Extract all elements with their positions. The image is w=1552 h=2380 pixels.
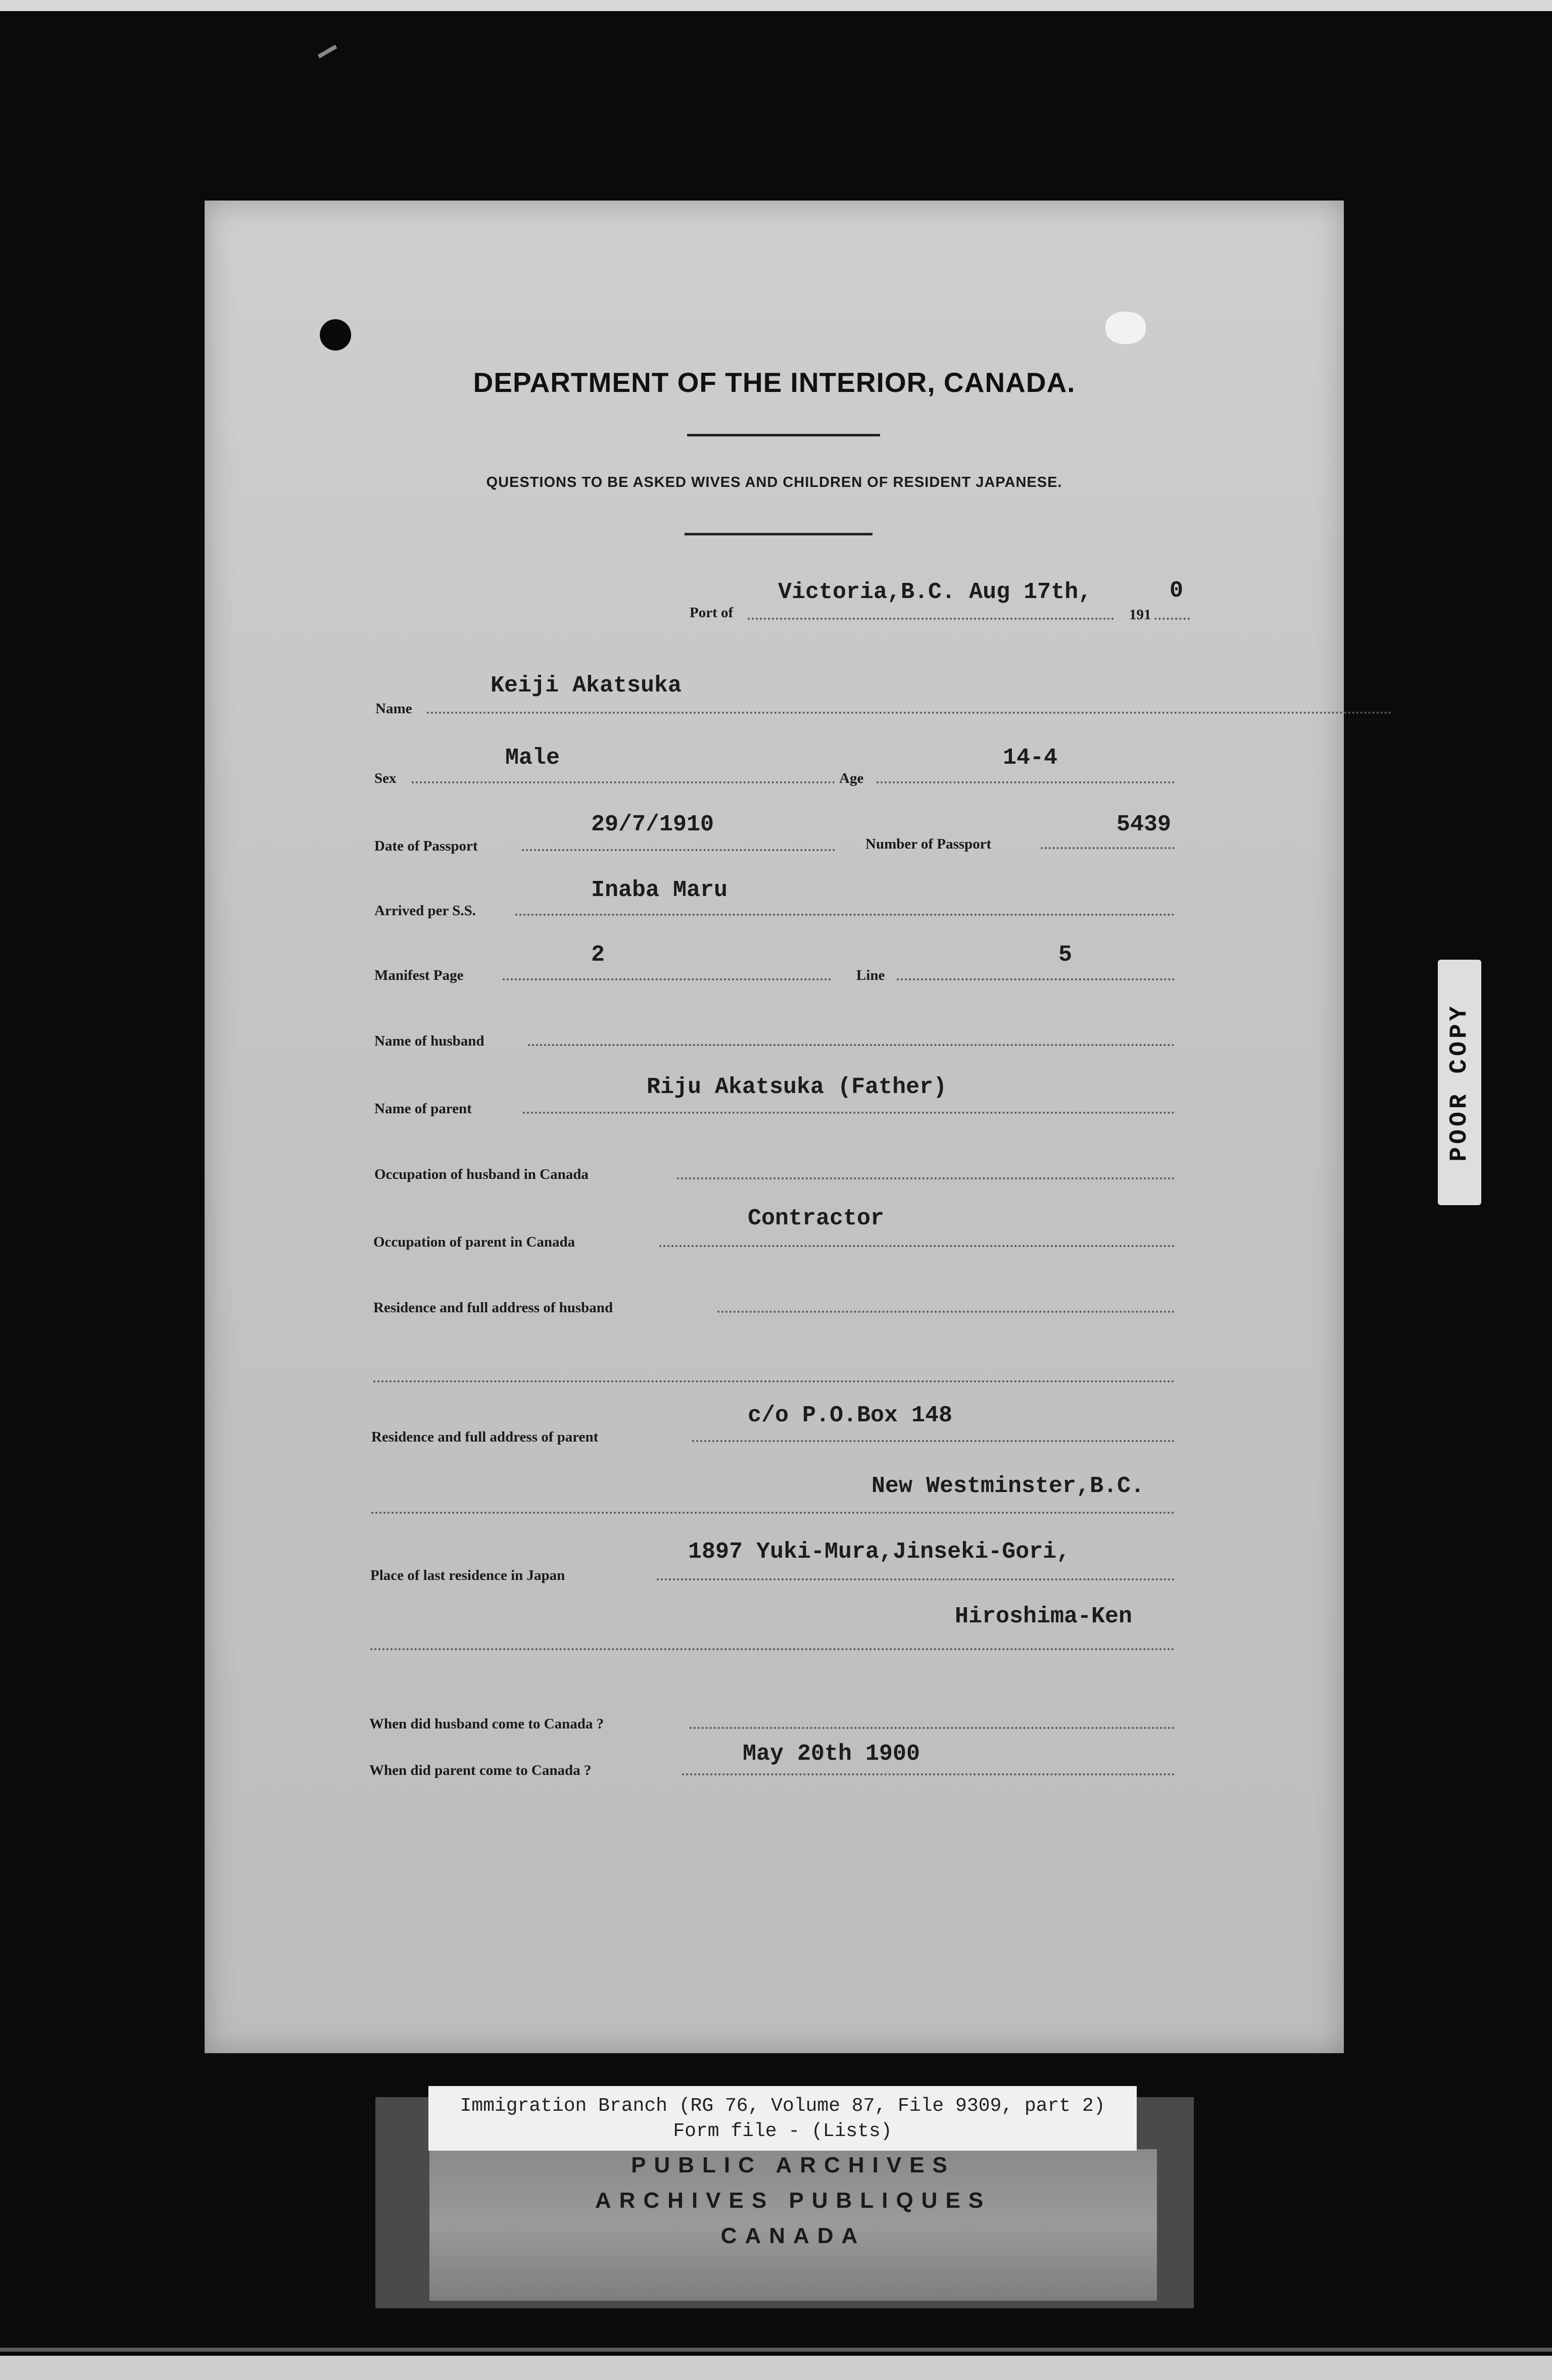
residence-of-parent-value-1: c/o P.O.Box 148 [748,1403,953,1428]
name-of-parent-label: Name of parent [374,1101,472,1117]
name-of-parent-dotted-line [523,1112,1175,1114]
line-dotted-line [897,978,1175,980]
occupation-of-parent-label: Occupation of parent in Canada [373,1234,575,1250]
line-label: Line [856,967,885,983]
year-suffix: 0 [1170,578,1184,604]
sex-label: Sex [374,770,397,786]
punch-hole-left [320,319,351,351]
last-residence-japan-value-1: 1897 Yuki-Mura,Jinseki-Gori, [688,1539,1071,1565]
when-parent-came-label: When did parent come to Canada ? [369,1762,592,1778]
archive-stamp-line-2: ARCHIVES PUBLIQUES [595,2188,992,2213]
last-residence-japan-value-2: Hiroshima-Ken [955,1604,1133,1629]
number-of-passport-dotted-line [1041,847,1175,849]
residence-of-husband-label: Residence and full address of husband [373,1300,613,1316]
occupation-of-parent-dotted-line [659,1245,1175,1247]
poor-copy-stamp [1438,960,1481,1205]
occupation-of-husband-label: Occupation of husband in Canada [374,1166,589,1182]
when-husband-came-dotted-line [690,1727,1175,1729]
age-value: 14-4 [1003,745,1058,771]
residence-of-husband-dotted-line-2 [373,1380,1175,1382]
residence-of-husband-dotted-line [717,1311,1175,1313]
form-title: DEPARTMENT OF THE INTERIOR, CANADA. [473,367,1076,398]
number-of-passport-value: 5439 [1117,812,1172,837]
line-value: 5 [1058,942,1073,968]
date-of-passport-dotted-line [522,849,835,851]
archive-reference-line-1: Immigration Branch (RG 76, Volume 87, File 9309, part 2) [460,2095,1105,2117]
name-of-husband-dotted-line [528,1044,1175,1046]
form-subtitle: QUESTIONS TO BE ASKED WIVES AND CHILDREN OF RESIDENT JAPANESE. [486,474,1062,490]
occupation-of-parent-value: Contractor [748,1206,885,1231]
when-parent-came-dotted-line [682,1773,1175,1775]
last-residence-japan-dotted-line-2 [370,1648,1175,1650]
name-dotted-line [427,712,1392,714]
port-label: Port of [690,605,734,621]
punch-hole-right [1105,312,1146,344]
archive-reference-line-2: Form file - (Lists) [673,2120,892,2142]
port-dotted-line [748,618,1114,620]
age-label: Age [839,770,864,786]
archive-stamp-line-1: PUBLIC ARCHIVES [631,2153,955,2177]
residence-of-parent-value-2: New Westminster,B.C. [871,1473,1145,1499]
port-value: Victoria,B.C. Aug 17th, [778,579,1092,605]
last-residence-japan-label: Place of last residence in Japan [370,1567,565,1583]
residence-of-parent-dotted-line-2 [371,1512,1175,1514]
number-of-passport-label: Number of Passport [865,836,992,852]
manifest-page-dotted-line [503,978,831,980]
residence-of-parent-label: Residence and full address of parent [371,1429,599,1445]
date-of-passport-value: 29/7/1910 [591,812,714,837]
name-of-parent-value: Riju Akatsuka (Father) [647,1074,947,1100]
name-value: Keiji Akatsuka [491,673,682,699]
film-scratch [318,45,337,59]
date-of-passport-label: Date of Passport [374,838,478,854]
manifest-page-label: Manifest Page [374,967,464,983]
name-label: Name [375,701,412,717]
film-edge-bottom [0,2356,1552,2380]
year-prefix: 191 [1129,607,1151,623]
form-sheet [205,201,1344,2053]
occupation-of-husband-dotted-line [677,1177,1175,1179]
age-dotted-line [877,781,1175,783]
title-rule [687,434,880,436]
sex-dotted-line [412,781,835,783]
when-parent-came-value: May 20th 1900 [743,1741,920,1767]
last-residence-japan-dotted-line [657,1578,1175,1580]
year-dotted-line [1154,618,1190,620]
film-edge-top [0,0,1552,11]
archive-stamp-line-3: CANADA [720,2223,866,2248]
name-of-husband-label: Name of husband [374,1033,484,1049]
subtitle-rule [685,533,872,535]
manifest-page-value: 2 [591,942,605,968]
sex-value: Male [505,745,560,771]
arrived-per-ss-label: Arrived per S.S. [374,903,476,919]
film-edge-line [0,2348,1552,2352]
residence-of-parent-dotted-line [692,1440,1175,1442]
arrived-per-ss-dotted-line [515,914,1175,916]
archive-reference-label [428,2086,1137,2151]
arrived-per-ss-value: Inaba Maru [591,877,728,903]
when-husband-came-label: When did husband come to Canada ? [369,1716,604,1732]
poor-copy-text: POOR COPY [1446,1003,1473,1162]
